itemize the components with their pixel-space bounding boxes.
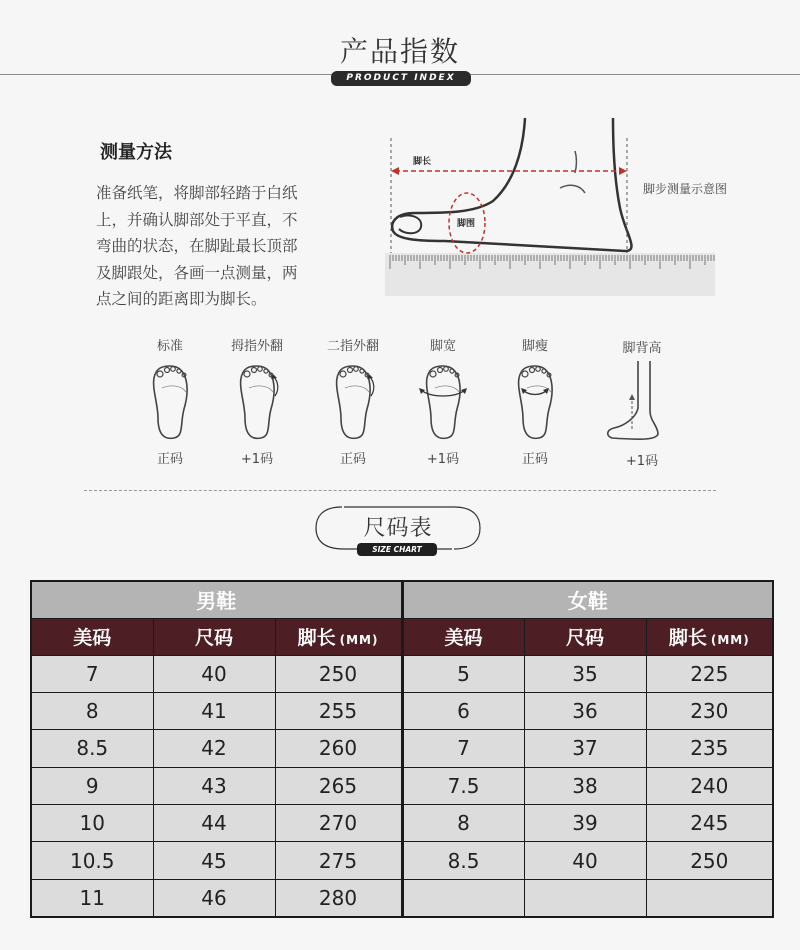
foot-type-label: 脚瘦 xyxy=(521,339,548,354)
measure-line: 准备纸笔，将脚部轻踏于白纸 xyxy=(96,184,298,202)
foot-type-result: 正码 xyxy=(156,452,183,467)
col-us-women: 美码 xyxy=(402,618,524,655)
foot-outline-icon xyxy=(403,354,483,444)
table-row xyxy=(31,842,773,879)
length-tag: 脚长 xyxy=(413,157,432,167)
table-cell: 10.5 xyxy=(31,842,153,879)
table-cell: 250 xyxy=(646,842,773,879)
table-cell: 235 xyxy=(646,730,773,767)
table-cell: 10 xyxy=(31,805,153,842)
table-row xyxy=(31,767,773,804)
measure-line: 及脚跟处，各画一点测量，两 xyxy=(96,263,298,282)
measure-line: 弯曲的状态，在脚趾最长顶部 xyxy=(96,237,298,255)
section-divider xyxy=(84,490,716,491)
table-cell: 8.5 xyxy=(402,842,524,879)
table-cell: 225 xyxy=(646,655,773,692)
table-cell: 270 xyxy=(275,805,402,842)
foot-type-result: +1码 xyxy=(240,452,274,467)
table-cell: 240 xyxy=(646,767,773,804)
table-cell: 40 xyxy=(524,842,646,879)
foot-type-item xyxy=(130,335,210,467)
table-row xyxy=(31,805,773,842)
measure-line: 点之间的距离即为脚长。 xyxy=(96,290,267,308)
table-row xyxy=(31,879,773,916)
col-length-unit: (MM) xyxy=(710,633,750,647)
measure-title: 测量方法 xyxy=(100,142,172,163)
table-cell: 38 xyxy=(524,767,646,804)
table-cell: 255 xyxy=(275,692,402,729)
table-cell: 35 xyxy=(524,655,646,692)
foot-outline-icon xyxy=(313,354,393,444)
measure-instructions xyxy=(96,180,332,313)
page-title: 产品指数 xyxy=(339,35,460,68)
foot-type-item xyxy=(602,337,682,469)
table-cell: 39 xyxy=(524,805,646,842)
table-cell: 46 xyxy=(153,879,275,916)
table-cell: 250 xyxy=(275,655,402,692)
foot-outline-icon xyxy=(130,354,210,444)
table-cell: 7 xyxy=(402,730,524,767)
col-size-men: 尺码 xyxy=(153,618,275,655)
header-subtitle: PRODUCT INDEX xyxy=(331,71,471,86)
foot-type-item xyxy=(313,335,393,467)
table-cell: 42 xyxy=(153,730,275,767)
table-cell: 36 xyxy=(524,692,646,729)
foot-type-label: 二指外翻 xyxy=(326,339,379,354)
col-length-unit: (MM) xyxy=(339,633,379,647)
foot-type-item xyxy=(217,335,297,467)
foot-type-label: 拇指外翻 xyxy=(230,339,283,354)
table-row xyxy=(31,655,773,692)
foot-type-label: 标准 xyxy=(156,339,183,354)
foot-side-illustration xyxy=(385,113,715,296)
table-cell: 280 xyxy=(275,879,402,916)
size-chart-subtitle: SIZE CHART xyxy=(357,543,437,556)
table-cell: 7 xyxy=(31,655,153,692)
table-cell: 11 xyxy=(31,879,153,916)
table-cell: 7.5 xyxy=(402,767,524,804)
col-size-women: 尺码 xyxy=(524,618,646,655)
men-group-header: 男鞋 xyxy=(31,581,402,618)
foot-type-result: 正码 xyxy=(521,452,548,467)
women-group-header: 女鞋 xyxy=(402,581,773,618)
measure-line: 上，并确认脚部处于平直，不 xyxy=(96,210,298,229)
diagram-caption: 脚步测量示意图 xyxy=(643,182,728,196)
foot-type-result: +1码 xyxy=(426,452,460,467)
table-cell: 265 xyxy=(275,767,402,804)
table-cell: 275 xyxy=(275,842,402,879)
table-cell: 260 xyxy=(275,730,402,767)
table-cell: 6 xyxy=(402,692,524,729)
foot-measure-diagram xyxy=(385,113,715,296)
table-cell xyxy=(524,879,646,916)
table-cell: 37 xyxy=(524,730,646,767)
table-cell: 44 xyxy=(153,805,275,842)
table-cell xyxy=(646,879,773,916)
col-us-men: 美码 xyxy=(31,618,153,655)
table-cell: 8 xyxy=(31,692,153,729)
table-cell: 5 xyxy=(402,655,524,692)
table-cell: 8.5 xyxy=(31,730,153,767)
foot-outline-icon xyxy=(217,354,297,444)
table-cell: 230 xyxy=(646,692,773,729)
col-length-men xyxy=(275,618,402,655)
foot-outline-icon xyxy=(602,356,682,446)
table-row xyxy=(31,692,773,729)
table-row xyxy=(31,730,773,767)
table-cell xyxy=(402,879,524,916)
table-cell: 41 xyxy=(153,692,275,729)
table-cell: 45 xyxy=(153,842,275,879)
size-chart-title: 尺码表 xyxy=(363,516,433,541)
table-cell: 245 xyxy=(646,805,773,842)
foot-type-label: 脚背高 xyxy=(622,341,662,356)
foot-type-label: 脚宽 xyxy=(429,339,456,354)
col-length-women xyxy=(646,618,773,655)
foot-type-item xyxy=(495,335,575,467)
width-tag: 脚围 xyxy=(457,219,476,229)
table-cell: 40 xyxy=(153,655,275,692)
table-cell: 43 xyxy=(153,767,275,804)
col-length-label: 脚长 xyxy=(668,627,707,649)
size-table xyxy=(30,580,774,918)
foot-type-result: 正码 xyxy=(339,452,366,467)
foot-type-item xyxy=(403,335,483,467)
foot-outline-icon xyxy=(495,354,575,444)
table-cell: 8 xyxy=(402,805,524,842)
col-length-label: 脚长 xyxy=(297,627,336,649)
table-cell: 9 xyxy=(31,767,153,804)
foot-type-result: +1码 xyxy=(625,454,659,469)
